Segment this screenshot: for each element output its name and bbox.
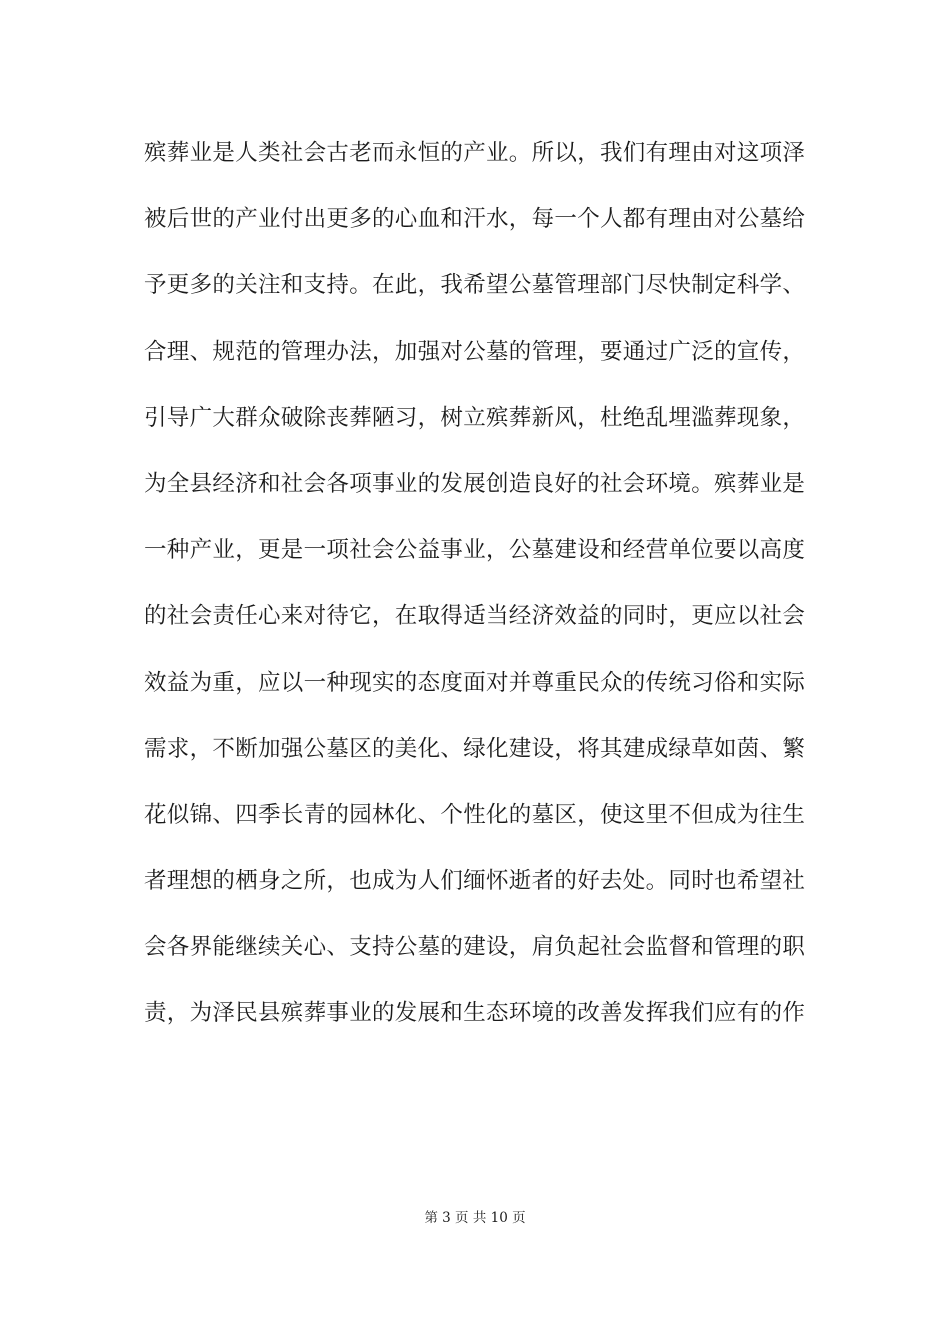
text-line-7: 一种产业，更是一项社会公益事业，公墓建设和经营单位要以高度 — [144, 537, 806, 564]
text-line-12: 者理想的栖身之所，也成为人们缅怀逝者的好去处。同时也希望社 — [144, 868, 806, 895]
text-line-14: 责，为泽民县殡葬事业的发展和生态环境的改善发挥我们应有的作 — [144, 1000, 806, 1027]
page-number: 第 3 页 共 10 页 — [424, 1210, 526, 1226]
text-line-6: 为全县经济和社会各项事业的发展创造良好的社会环境。殡葬业是 — [144, 470, 806, 497]
text-line-5: 引导广大群众破除丧葬陋习，树立殡葬新风，杜绝乱埋滥葬现象， — [144, 404, 806, 431]
text-line-10: 需求，不断加强公墓区的美化、绿化建设，将其建成绿草如茵、繁 — [144, 735, 806, 762]
text-line-2: 被后世的产业付出更多的心血和汗水，每一个人都有理由对公墓给 — [144, 206, 806, 233]
text-line-1: 殡葬业是人类社会古老而永恒的产业。所以，我们有理由对这项泽 — [144, 140, 806, 166]
text-line-8: 的社会责任心来对待它，在取得适当经济效益的同时，更应以社会 — [144, 603, 806, 630]
text-line-4: 合理、规范的管理办法，加强对公墓的管理，要通过广泛的宣传， — [144, 338, 806, 365]
text-line-13: 会各界能继续关心、支持公墓的建设，肩负起社会监督和管理的职 — [144, 934, 806, 961]
body-text — [144, 132, 814, 1059]
text-line-3: 予更多的关注和支持。在此，我希望公墓管理部门尽快制定科学、 — [144, 272, 806, 299]
page-footer — [0, 1209, 950, 1227]
text-line-9: 效益为重，应以一种现实的态度面对并尊重民众的传统习俗和实际 — [144, 669, 806, 696]
text-line-11: 花似锦、四季长青的园林化、个性化的墓区，使这里不但成为往生 — [144, 801, 806, 828]
